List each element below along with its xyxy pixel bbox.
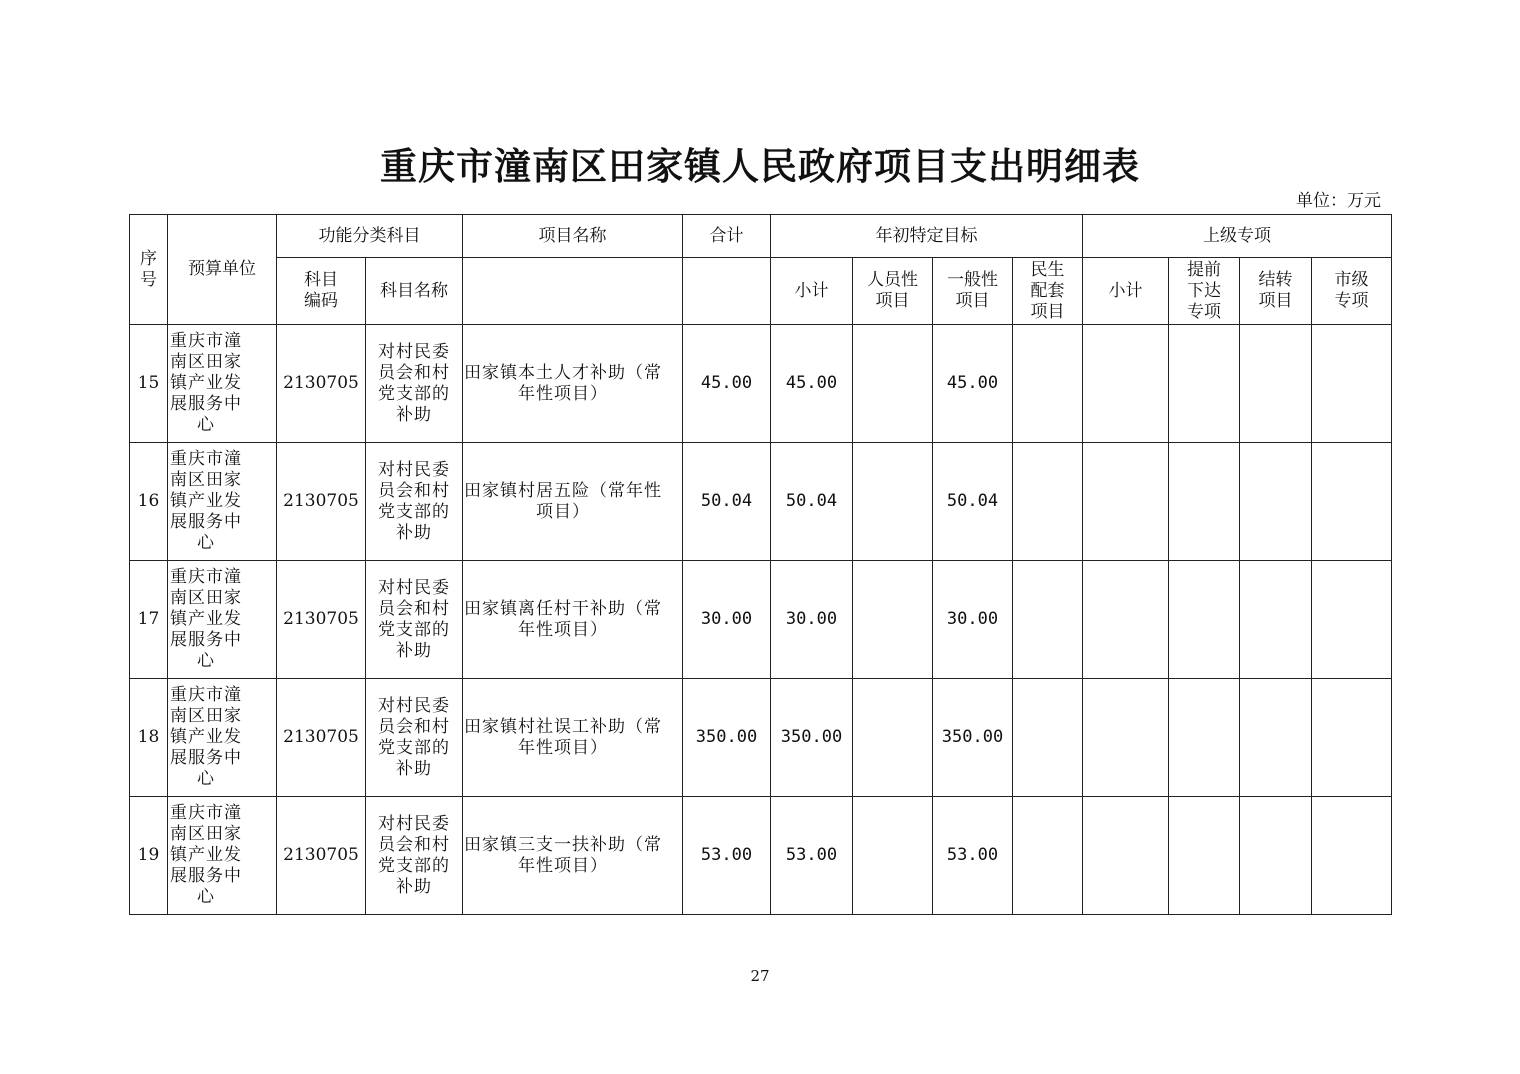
table-row bbox=[130, 325, 1392, 443]
cell-subject-name bbox=[366, 797, 463, 915]
unit-label: 单位：万元 bbox=[1296, 191, 1381, 211]
cell-yt-livelihood bbox=[1013, 443, 1083, 561]
expenditure-table bbox=[129, 214, 1392, 915]
header-subject-code: 科目 编码 bbox=[277, 258, 366, 325]
cell-budget-unit bbox=[168, 797, 277, 915]
cell-project-name bbox=[463, 325, 683, 443]
cell-ss-city bbox=[1312, 797, 1392, 915]
cell-text: 对村民委员会和村党支部的补助 bbox=[378, 695, 450, 779]
cell-text: 田家镇离任村干补助（常年性项目） bbox=[464, 598, 662, 640]
header-ss-carryover: 结转 项目 bbox=[1240, 258, 1312, 325]
cell-subject-name bbox=[366, 443, 463, 561]
cell-total: 30.00 bbox=[683, 561, 771, 679]
table-row bbox=[130, 561, 1392, 679]
cell-yt-livelihood bbox=[1013, 561, 1083, 679]
header-ss-city: 市级 专项 bbox=[1312, 258, 1392, 325]
cell-text: 对村民委员会和村党支部的补助 bbox=[378, 459, 450, 543]
cell-yt-personnel bbox=[853, 325, 933, 443]
cell-subject-name bbox=[366, 561, 463, 679]
cell-yt-subtotal: 350.00 bbox=[771, 679, 853, 797]
cell-yt-personnel bbox=[853, 443, 933, 561]
cell-total: 53.00 bbox=[683, 797, 771, 915]
cell-ss-advance bbox=[1169, 325, 1240, 443]
cell-budget-unit bbox=[168, 443, 277, 561]
cell-ss-carryover bbox=[1240, 797, 1312, 915]
cell-ss-city bbox=[1312, 443, 1392, 561]
cell-text: 对村民委员会和村党支部的补助 bbox=[378, 341, 450, 425]
cell-yt-general: 45.00 bbox=[933, 325, 1013, 443]
cell-project-name bbox=[463, 679, 683, 797]
cell-yt-general: 50.04 bbox=[933, 443, 1013, 561]
cell-ss-advance bbox=[1169, 679, 1240, 797]
cell-ss-carryover bbox=[1240, 325, 1312, 443]
cell-yt-subtotal: 50.04 bbox=[771, 443, 853, 561]
cell-text: 田家镇村社误工补助（常年性项目） bbox=[464, 716, 662, 758]
header-yt-personnel: 人员性 项目 bbox=[853, 258, 933, 325]
cell-subject-code: 2130705 bbox=[277, 797, 366, 915]
cell-subject-code: 2130705 bbox=[277, 443, 366, 561]
cell-yt-livelihood bbox=[1013, 797, 1083, 915]
cell-ss-subtotal bbox=[1083, 679, 1169, 797]
cell-seq: 17 bbox=[130, 561, 168, 679]
header-yt-general: 一般性 项目 bbox=[933, 258, 1013, 325]
header-row-1 bbox=[130, 215, 1392, 258]
cell-text: 对村民委员会和村党支部的补助 bbox=[378, 577, 450, 661]
cell-yt-subtotal: 30.00 bbox=[771, 561, 853, 679]
cell-project-name bbox=[463, 443, 683, 561]
cell-seq: 18 bbox=[130, 679, 168, 797]
page-number: 27 bbox=[750, 967, 770, 985]
cell-yt-livelihood bbox=[1013, 679, 1083, 797]
header-budget-unit: 预算单位 bbox=[168, 215, 277, 325]
cell-yt-subtotal: 45.00 bbox=[771, 325, 853, 443]
cell-ss-subtotal bbox=[1083, 443, 1169, 561]
cell-text: 田家镇村居五险（常年性项目） bbox=[464, 480, 662, 522]
header-project-name: 项目名称 bbox=[463, 215, 683, 258]
cell-ss-city bbox=[1312, 561, 1392, 679]
cell-seq: 16 bbox=[130, 443, 168, 561]
cell-ss-advance bbox=[1169, 797, 1240, 915]
cell-ss-city bbox=[1312, 325, 1392, 443]
header-total-blank bbox=[683, 258, 771, 325]
cell-yt-personnel bbox=[853, 561, 933, 679]
cell-subject-code: 2130705 bbox=[277, 679, 366, 797]
cell-yt-general: 53.00 bbox=[933, 797, 1013, 915]
cell-budget-unit bbox=[168, 679, 277, 797]
cell-yt-general: 30.00 bbox=[933, 561, 1013, 679]
table-row bbox=[130, 679, 1392, 797]
cell-project-name bbox=[463, 797, 683, 915]
table-row bbox=[130, 797, 1392, 915]
header-superior-special: 上级专项 bbox=[1083, 215, 1392, 258]
header-subject-name: 科目名称 bbox=[366, 258, 463, 325]
cell-subject-code: 2130705 bbox=[277, 561, 366, 679]
cell-subject-name bbox=[366, 325, 463, 443]
cell-budget-unit bbox=[168, 561, 277, 679]
cell-text: 重庆市潼南区田家镇产业发展服务中心 bbox=[170, 567, 242, 671]
cell-seq: 15 bbox=[130, 325, 168, 443]
cell-yt-livelihood bbox=[1013, 325, 1083, 443]
cell-text: 重庆市潼南区田家镇产业发展服务中心 bbox=[170, 449, 242, 553]
cell-ss-advance bbox=[1169, 443, 1240, 561]
cell-text: 重庆市潼南区田家镇产业发展服务中心 bbox=[170, 331, 242, 435]
cell-ss-advance bbox=[1169, 561, 1240, 679]
table-row bbox=[130, 443, 1392, 561]
cell-total: 50.04 bbox=[683, 443, 771, 561]
cell-project-name bbox=[463, 561, 683, 679]
cell-ss-subtotal bbox=[1083, 561, 1169, 679]
cell-seq: 19 bbox=[130, 797, 168, 915]
header-ss-subtotal: 小计 bbox=[1083, 258, 1169, 325]
cell-text: 对村民委员会和村党支部的补助 bbox=[378, 813, 450, 897]
header-yt-subtotal: 小计 bbox=[771, 258, 853, 325]
header-project-name-blank bbox=[463, 258, 683, 325]
cell-subject-code: 2130705 bbox=[277, 325, 366, 443]
header-ss-advance: 提前 下达 专项 bbox=[1169, 258, 1240, 325]
cell-yt-general: 350.00 bbox=[933, 679, 1013, 797]
cell-ss-carryover bbox=[1240, 561, 1312, 679]
header-func-class: 功能分类科目 bbox=[277, 215, 463, 258]
cell-ss-city bbox=[1312, 679, 1392, 797]
header-yt-livelihood: 民生 配套 项目 bbox=[1013, 258, 1083, 325]
cell-budget-unit bbox=[168, 325, 277, 443]
cell-text: 田家镇三支一扶补助（常年性项目） bbox=[464, 834, 662, 876]
cell-ss-carryover bbox=[1240, 679, 1312, 797]
cell-total: 350.00 bbox=[683, 679, 771, 797]
cell-ss-subtotal bbox=[1083, 797, 1169, 915]
cell-yt-personnel bbox=[853, 797, 933, 915]
header-seq: 序 号 bbox=[130, 215, 168, 325]
cell-text: 田家镇本土人才补助（常年性项目） bbox=[464, 362, 662, 404]
cell-text: 重庆市潼南区田家镇产业发展服务中心 bbox=[170, 803, 242, 907]
cell-text: 重庆市潼南区田家镇产业发展服务中心 bbox=[170, 685, 242, 789]
header-year-target: 年初特定目标 bbox=[771, 215, 1083, 258]
cell-subject-name bbox=[366, 679, 463, 797]
header-row-2 bbox=[130, 258, 1392, 325]
cell-yt-subtotal: 53.00 bbox=[771, 797, 853, 915]
cell-ss-subtotal bbox=[1083, 325, 1169, 443]
cell-yt-personnel bbox=[853, 679, 933, 797]
page-title: 重庆市潼南区田家镇人民政府项目支出明细表 bbox=[380, 145, 1140, 188]
header-total: 合计 bbox=[683, 215, 771, 258]
cell-total: 45.00 bbox=[683, 325, 771, 443]
cell-ss-carryover bbox=[1240, 443, 1312, 561]
